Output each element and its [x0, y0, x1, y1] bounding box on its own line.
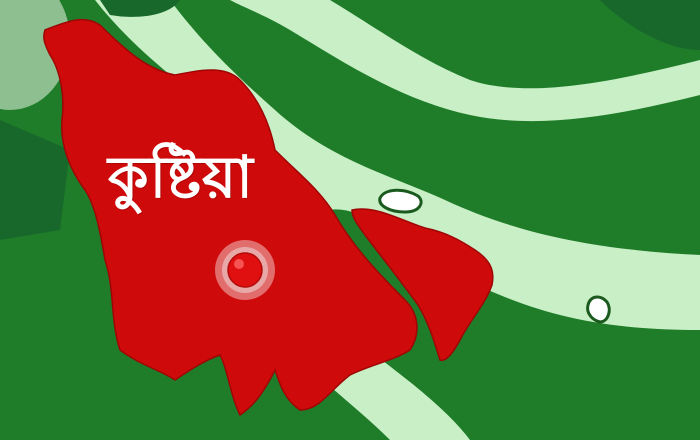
location-marker-highlight	[234, 259, 244, 269]
district-name-label: কুষ্টিয়া	[108, 143, 254, 211]
location-marker	[228, 253, 262, 287]
river-island-2	[588, 297, 610, 322]
river-island-1	[380, 190, 421, 212]
